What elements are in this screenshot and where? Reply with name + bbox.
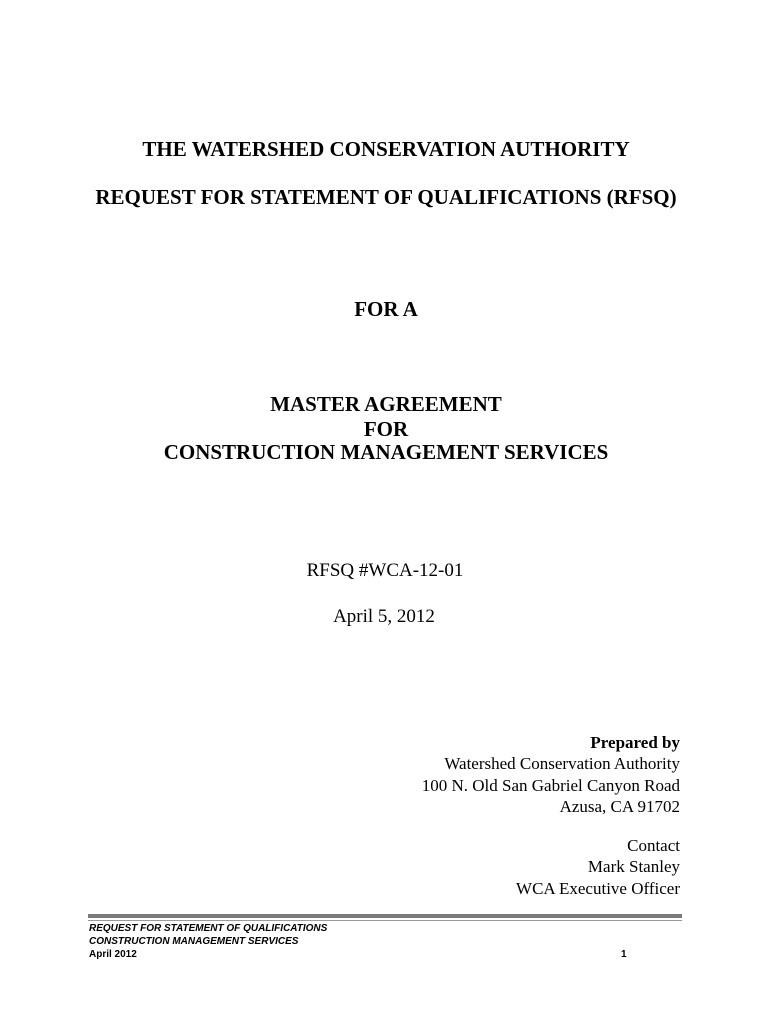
footer-line-1: REQUEST FOR STATEMENT OF QUALIFICATIONS <box>89 923 328 934</box>
footer-date: April 2012 <box>89 949 137 960</box>
contact-role: WCA Executive Officer <box>516 878 680 898</box>
contact-block <box>516 835 680 899</box>
contact-heading: Contact <box>627 836 680 855</box>
issue-date: April 5, 2012 <box>333 606 435 627</box>
footer-line-2: CONSTRUCTION MANAGEMENT SERVICES <box>89 935 299 947</box>
prepared-by-heading: Prepared by <box>590 733 680 752</box>
contact-name: Mark Stanley <box>587 857 680 877</box>
rfsq-heading: REQUEST FOR STATEMENT OF QUALIFICATIONS (RFSQ) <box>95 185 677 209</box>
prepared-by-organization: Watershed Conservation Authority <box>444 754 680 774</box>
page-footer <box>89 923 327 962</box>
footer-divider <box>88 914 682 918</box>
authority-heading: THE WATERSHED CONSERVATION AUTHORITY <box>142 137 630 161</box>
master-agreement-heading: MASTER AGREEMENT <box>270 392 502 416</box>
page-number: 1 <box>621 949 627 960</box>
prepared-by-city: Azusa, CA 91702 <box>559 796 680 816</box>
footer-divider-thin <box>88 920 682 921</box>
prepared-by-street: 100 N. Old San Gabriel Canyon Road <box>421 775 680 795</box>
prepared-by-block <box>422 732 680 817</box>
rfsq-number: RFSQ #WCA-12-01 <box>306 560 464 581</box>
services-heading: CONSTRUCTION MANAGEMENT SERVICES <box>163 440 609 464</box>
for-a-heading: FOR A <box>354 297 418 321</box>
for-heading: FOR <box>363 417 409 441</box>
